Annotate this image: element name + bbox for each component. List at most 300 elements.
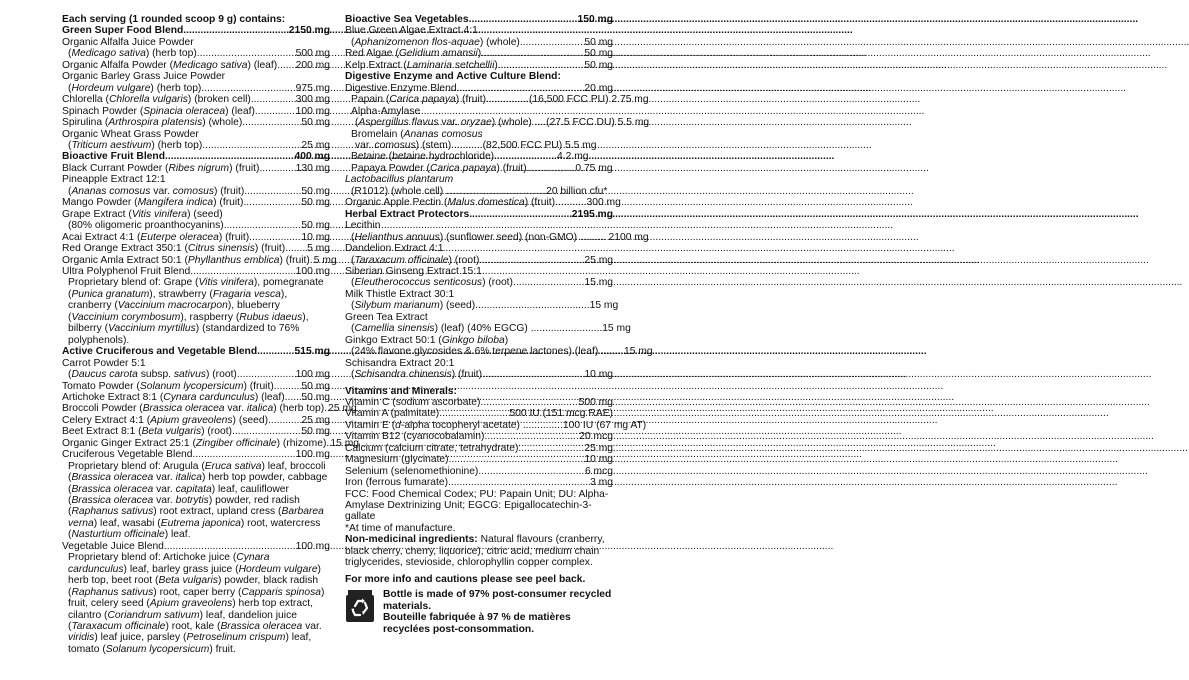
recycle-text-fr: Bouteille fabriquée à 97 % de matières recyclées post-consommation. [383, 612, 571, 635]
ingredient-name [345, 477, 448, 488]
text-line [345, 129, 613, 140]
text-segment: Aspergillus flavus [358, 117, 439, 129]
dot-leader [197, 48, 296, 59]
text-segment: Cruciferous Vegetable Blend [62, 449, 193, 461]
text-segment: ) (root) [205, 369, 237, 381]
dot-leader [237, 369, 296, 380]
text-segment: ) (fruit)...............(16,500 FCC PU) 2.75 mg [455, 94, 649, 106]
ingredient-amount: 50 mg [301, 220, 330, 232]
dot-leader [518, 443, 584, 454]
dot-leader [255, 106, 296, 117]
text-segment: (24% flavone glycosides & 6% terpene lactones) (leaf) ....... 15 mg [351, 346, 653, 358]
ingredient-row [62, 83, 330, 94]
ingredient-row [62, 106, 330, 117]
text-segment: Bioactive Fruit Blend [62, 151, 165, 163]
dot-leader [259, 163, 295, 174]
ingredient-row [62, 541, 330, 552]
text-segment: Magnesium (glycinate) [345, 454, 449, 466]
text-segment: Artichoke Extract 8:1 ( [62, 391, 164, 403]
ingredient-row [345, 408, 613, 419]
text-segment: Fragaria vesca [212, 288, 281, 300]
ingredient-name [68, 220, 224, 231]
text-line [345, 94, 649, 106]
text-segment: ) (broken cell) [187, 94, 251, 106]
text-segment: Ginkgo biloba [441, 334, 505, 346]
text-segment: ) [494, 59, 498, 71]
text-segment: ) leaf juice, parsley ( [94, 632, 187, 644]
dot-leader [484, 431, 579, 442]
ingredient-amount: 2150 mg [288, 25, 330, 37]
ingredient-amount: 975 mg [295, 82, 330, 94]
text-line [345, 186, 613, 197]
dot-leader [183, 25, 288, 36]
text-segment: Vitamin C (sodium ascorbate) [345, 396, 481, 408]
text-segment: Chlorella ( [62, 94, 109, 106]
text-segment: Brassica oleracea [220, 621, 303, 633]
text-segment: Papaya Powder ( [351, 162, 430, 174]
text-line [345, 231, 649, 243]
text-segment: ( [351, 277, 355, 289]
text-segment: Spirulina ( [62, 117, 109, 129]
text-segment: ( [351, 323, 355, 335]
ingredient-name [345, 466, 478, 477]
ingredient-row [345, 255, 613, 266]
text-segment: ( [355, 117, 359, 129]
ingredient-amount: 5 mg [307, 243, 330, 255]
text-segment: Vitis vinifera [198, 277, 254, 289]
ingredient-row [62, 25, 330, 36]
text-segment: ) [477, 48, 482, 60]
paragraph [62, 461, 330, 541]
text-segment: Vaccinium myrtillus [108, 323, 196, 335]
ingredient-row [62, 266, 330, 277]
ingredient-row [62, 381, 330, 392]
text-segment: ) (fruit).................0.75 mg [496, 162, 613, 174]
ingredient-amount: 150 mg [577, 14, 613, 25]
ingredient-amount: 25 mg [584, 254, 613, 266]
text-segment: ), cranberry ( [68, 288, 288, 312]
text-segment: ) (fruit) [229, 162, 260, 174]
text-segment: Herbal Extract Protectors [345, 208, 470, 220]
text-line [345, 151, 613, 162]
ingredient-amount: 50 mg [584, 48, 613, 60]
text-segment: Solanum lycopersicum [139, 380, 244, 392]
text-segment: Red Algae ( [345, 48, 399, 60]
ingredient-name [62, 255, 310, 266]
ingredient-amount: 50 mg [301, 380, 330, 392]
text-line [62, 358, 330, 369]
text-segment: ) (fruit) [218, 231, 250, 243]
text-segment: capitata [175, 483, 212, 495]
ingredient-row [62, 403, 357, 415]
ingredient-name [62, 197, 243, 208]
ingredient-amount: 100 mg [295, 540, 330, 552]
text-segment: Beta vulgaris [158, 575, 218, 587]
text-segment: ) (leaf) [254, 391, 285, 403]
text-segment: ) leaf, cauliflower ( [68, 483, 289, 507]
ingredient-row [345, 477, 613, 488]
ingredient-row [62, 243, 330, 254]
text-segment: ( [68, 82, 72, 94]
recycle-notice [345, 589, 613, 635]
dot-leader [520, 37, 585, 48]
section-heading [345, 386, 613, 397]
text-line [62, 174, 330, 185]
text-segment: Eleutherococcus senticosus [354, 277, 483, 289]
text-segment: ) herb top extract, cilantro ( [68, 598, 313, 621]
ingredient-row [62, 140, 330, 151]
text-segment: Mango Powder ( [62, 197, 138, 209]
dot-leader [285, 243, 307, 254]
text-segment: Milk Thistle Extract 30:1 [345, 288, 455, 300]
text-segment: ) (fruit) [243, 380, 274, 392]
ingredient-row [62, 117, 330, 128]
paragraph [345, 534, 613, 568]
text-segment: ) (fruit) [254, 243, 286, 255]
text-segment: ) (fruit) [213, 197, 244, 209]
dot-leader [251, 94, 296, 105]
ingredient-amount: 50 mg [301, 197, 330, 209]
ingredient-amount: 2195 mg [571, 208, 613, 220]
ingredient-amount: 500 IU (151 mcg RAE) [509, 408, 613, 420]
text-segment: Coriandrum sativum [107, 609, 200, 621]
paragraph [62, 277, 330, 346]
text-segment: ) leaf, wasabi ( [93, 517, 161, 529]
ingredient-name [62, 346, 257, 357]
text-segment: ) herb top powder, cabbage ( [68, 472, 328, 495]
ingredient-amount: 25 mg [301, 414, 330, 426]
text-segment: ( [68, 369, 72, 381]
text-segment: Bioactive Sea Vegetables [345, 14, 469, 25]
text-line [345, 335, 613, 346]
text-segment: Apium graveolens [150, 414, 233, 426]
text-segment: Ananas comosus [403, 128, 483, 140]
text-segment: ), bilberry ( [68, 311, 309, 335]
text-segment: Broccoli Powder ( [62, 403, 143, 415]
text-line [345, 197, 621, 209]
text-segment: Citrus sinensis [187, 243, 255, 255]
text-segment: var. [153, 483, 176, 495]
text-segment: Betaine (betaine hydrochloride) .....................4.2 mg [351, 151, 589, 163]
text-segment: Silybum marianum [354, 300, 440, 312]
text-segment: Schisandra Extract 20:1 [345, 357, 455, 369]
dot-leader [193, 449, 296, 460]
section-heading [345, 574, 613, 585]
ingredient-name [62, 94, 251, 105]
ingredient-name [345, 48, 481, 59]
text-segment: Digestive Enzyme and Active Culture Blend: [345, 71, 561, 83]
ingredient-name [345, 14, 469, 25]
dot-leader [268, 415, 301, 426]
text-segment: Vegetable Juice Blend [62, 540, 164, 552]
ingredient-row [62, 415, 330, 426]
paragraph [62, 552, 330, 655]
ingredient-amount: 200 mg [295, 59, 330, 71]
dot-leader [481, 48, 584, 59]
text-segment: Green Super Food Blend [62, 25, 184, 37]
text-segment: Medicago sativa [173, 59, 248, 71]
text-line [345, 312, 613, 323]
text-segment: Acai Extract 4:1 ( [62, 231, 141, 243]
text-segment: ) (root) [201, 426, 232, 438]
text-segment: italica [246, 403, 274, 415]
text-segment: (R1012) (whole cell) ...................................20 billion cfu* [351, 185, 608, 197]
text-segment: Digestive Enzyme Blend [345, 82, 457, 94]
ingredient-name [62, 392, 285, 403]
text-segment: Barbarea verna [68, 506, 324, 529]
dot-leader [249, 232, 301, 243]
text-line [345, 140, 613, 151]
text-segment: Green Tea Extract [345, 311, 428, 323]
ingredient-row [345, 443, 613, 454]
text-segment: ) powder, red radish ( [68, 495, 300, 518]
dot-leader [498, 60, 585, 71]
text-segment: Ginkgo Extract 50:1 ( [345, 334, 442, 346]
text-segment: ) [504, 334, 509, 346]
ingredient-amount: 130 mg [295, 162, 330, 174]
text-segment: Spinacia oleracea [143, 105, 226, 117]
text-segment: Carrot Powder 5:1 [62, 357, 146, 369]
text-segment: ) (fruit)...........300 mg [524, 197, 621, 209]
text-segment: Capparis spinosa [241, 586, 321, 598]
ingredient-amount: 25 mg [301, 139, 330, 151]
dot-leader [482, 369, 584, 380]
ingredient-amount: 50 mg [584, 36, 613, 48]
ingredient-amount: 20 mcg [579, 431, 613, 443]
ingredient-name [351, 277, 513, 288]
text-line [345, 25, 613, 36]
text-segment: Vitamins and Minerals: [345, 385, 457, 397]
dot-leader [244, 186, 301, 197]
ingredient-name [62, 438, 326, 449]
text-segment: Laminaria setchellii [406, 59, 495, 71]
text-line [345, 106, 613, 117]
ingredient-row [345, 60, 613, 71]
text-segment: ( [351, 254, 355, 266]
text-segment: Hordeum vulgare [238, 563, 318, 575]
text-segment: italica [175, 472, 202, 484]
text-segment: Alpha-Amylase [351, 105, 421, 117]
ingredient-row [345, 397, 613, 408]
text-segment: Eruca sativa [204, 460, 262, 472]
ingredient-amount: 3 mg [590, 477, 613, 489]
text-segment: ) (seed) [187, 208, 223, 220]
dot-leader [232, 426, 301, 437]
text-segment: Organic Alfalfa Powder ( [62, 59, 174, 71]
dot-leader [274, 381, 302, 392]
text-segment: Raphanus sativus [71, 586, 154, 598]
ingredient-amount: 10 mg [301, 231, 330, 243]
text-line [62, 37, 330, 48]
dot-leader [277, 60, 295, 71]
text-segment: ) leaf, tomato ( [68, 632, 312, 655]
text-segment: ) leaf, dandelion juice ( [68, 609, 297, 633]
dot-leader [439, 408, 509, 419]
text-segment: ( [351, 36, 355, 48]
ingredient-row [62, 186, 330, 197]
text-segment: ) (herb top) [273, 403, 325, 415]
text-segment: ) leaf, barley grass juice ( [123, 563, 239, 575]
text-segment: ) (fruit) [451, 369, 483, 381]
text-segment: ), blueberry ( [68, 300, 280, 323]
ingredient-row [62, 48, 330, 59]
text-segment: ) leaf, broccoli ( [68, 460, 326, 484]
text-segment: var. [224, 403, 247, 415]
text-segment: Spinach Powder ( [62, 105, 144, 117]
ingredient-name [62, 381, 274, 392]
ingredient-row [345, 369, 613, 380]
ingredient-amount: 100 mg [295, 369, 330, 381]
text-segment: Proprietary blend of: Arugula ( [68, 460, 205, 472]
ingredient-amount: 50 mg [301, 391, 330, 403]
ingredient-amount: 50 mg [301, 117, 330, 129]
ingredient-name [345, 408, 439, 419]
text-segment: Punica granatum [71, 288, 150, 300]
text-segment: ) powder, black radish ( [68, 575, 319, 598]
dot-leader [449, 454, 585, 465]
paragraph [345, 489, 613, 523]
ingredient-row [345, 48, 613, 59]
text-segment: Organic Barley Grass Juice Powder [62, 71, 226, 83]
text-segment: Eutrema japonica [160, 517, 241, 529]
dot-leader [201, 83, 295, 94]
text-segment: Carica papaya [389, 94, 456, 106]
text-segment: Taraxacum officinale [71, 621, 166, 633]
ingredient-row [62, 426, 330, 437]
ingredient-row [62, 346, 330, 357]
ingredient-name [68, 83, 201, 94]
text-segment: Lecithin [345, 220, 381, 232]
ingredient-name [62, 426, 232, 437]
text-segment: Daucus carota [71, 369, 138, 381]
ingredient-name [62, 415, 268, 426]
text-segment: Helianthus annuus [354, 231, 440, 243]
ingredient-name [68, 140, 202, 151]
ingredient-name [62, 117, 242, 128]
text-segment: ) (herb top) [151, 139, 203, 151]
ingredient-row [345, 454, 613, 465]
text-segment: var. [355, 139, 375, 151]
text-segment: ) (fruit) [213, 185, 245, 197]
dot-leader [478, 466, 585, 477]
text-segment: ) (seed)........................................15 mg [439, 300, 619, 312]
text-segment: ) (whole) [479, 36, 520, 48]
text-segment: FCC: Food Chemical Codex; PU: Papain Unit; DU: Alpha-Amylase Dextrinizing Unit; EGCG: Epigallocatechin-3-gallate [345, 488, 609, 523]
text-segment: ) (rhizome) [276, 437, 327, 449]
ingredient-name [345, 60, 498, 71]
ingredient-row [345, 83, 613, 94]
ingredient-row [62, 254, 337, 266]
dot-leader [164, 541, 296, 552]
ingredient-amount: 500 mg [578, 396, 613, 408]
ingredient-row [62, 220, 330, 231]
ingredient-amount: 100 mg [295, 265, 330, 277]
text-segment: ), raspberry ( [180, 311, 240, 323]
ingredient-amount: 515 mg [294, 346, 330, 358]
dot-leader [480, 397, 578, 408]
ingredient-row [62, 437, 360, 449]
ingredient-row [62, 151, 330, 162]
text-segment: (80% oligomeric proanthocyanins) [68, 220, 224, 232]
text-segment: ) (stem)...........(82,500 FCC PU) 5.5 mg [415, 139, 597, 151]
text-segment: Grape Extract ( [62, 208, 132, 220]
ingredient-amount: 25 mg [584, 442, 613, 454]
text-segment: Vitis vinifera [131, 208, 188, 220]
text-segment: Beta vulgaris [141, 426, 202, 438]
dot-leader [285, 392, 302, 403]
text-segment: Cynara cardunculus [68, 552, 270, 575]
ingredient-row [62, 60, 330, 71]
text-segment: Zingiber officinale [195, 437, 277, 449]
dot-leader [469, 14, 578, 25]
ingredient-name [62, 151, 165, 162]
text-segment: Euterpe oleracea [140, 231, 219, 243]
text-segment: Brassica oleracea [71, 483, 154, 495]
text-segment: ), strawberry ( [149, 288, 213, 300]
text-segment: ( [351, 369, 355, 381]
ingredient-row [62, 369, 330, 380]
ingredient-name [345, 443, 518, 454]
ingredient-amount: 50 mg [301, 185, 330, 197]
text-segment: Brassica oleracea [71, 495, 154, 507]
ingredient-name [345, 397, 480, 408]
dot-leader [224, 220, 302, 231]
text-segment: Aphanizomenon flos-aquae [354, 36, 480, 48]
ingredient-row [345, 277, 613, 288]
text-segment: Iron (ferrous fumarate) [345, 477, 449, 489]
text-segment: ) leaf. [164, 529, 191, 541]
text-segment: Lactobacillus plantarum [345, 174, 454, 186]
dot-leader [243, 197, 301, 208]
text-segment: ( [68, 139, 72, 151]
text-segment: ) root, kale ( [165, 621, 221, 633]
text-segment: var. [302, 621, 322, 633]
text-segment: viridis [68, 632, 95, 644]
text-segment: Solanum lycopersicum [105, 643, 210, 655]
text-segment: Chlorella vulgaris [108, 94, 188, 106]
text-line [345, 323, 631, 335]
text-segment: comosus [172, 185, 214, 197]
text-segment: ) (whole) [202, 117, 243, 129]
text-segment: ) (root) [482, 277, 513, 289]
left-column [62, 14, 360, 655]
dot-leader [190, 266, 295, 277]
text-segment: Pineapple Extract 12:1 [62, 174, 166, 186]
ingredient-row [345, 466, 613, 477]
ingredient-name [62, 449, 193, 460]
text-segment: Ultra Polyphenol Fruit Blend [62, 265, 191, 277]
text-segment: Vitamin A (palmitate) [345, 408, 440, 420]
text-segment: Phyllanthus emblica [187, 254, 280, 266]
text-segment: ) root, caper berry ( [153, 586, 242, 598]
text-segment: Kelp Extract ( [345, 59, 407, 71]
text-segment: Brassica oleracea [142, 403, 225, 415]
text-segment: Blue Green Algae Extract 4:1 [345, 25, 478, 37]
text-segment: Proprietary blend of: Grape ( [68, 277, 199, 289]
ingredient-amount: 6 mcg [584, 465, 613, 477]
ingredient-row [62, 392, 330, 403]
ingredient-name [62, 25, 183, 36]
ingredient-amount: 20 mg [584, 82, 613, 94]
text-segment: Proprietary blend of: Artichoke juice ( [68, 552, 237, 564]
ingredient-name [345, 431, 484, 442]
text-segment: ) (whole) ....(27.5 FCC DU) 5.5 mg [491, 117, 650, 129]
text-segment: Dandelion Extract 4:1 [345, 243, 444, 255]
dot-leader [165, 151, 295, 162]
text-segment: Papain ( [351, 94, 390, 106]
text-segment: Organic Amla Extract 50:1 ( [62, 254, 188, 266]
text-segment: Camellia sinensis [354, 323, 435, 335]
